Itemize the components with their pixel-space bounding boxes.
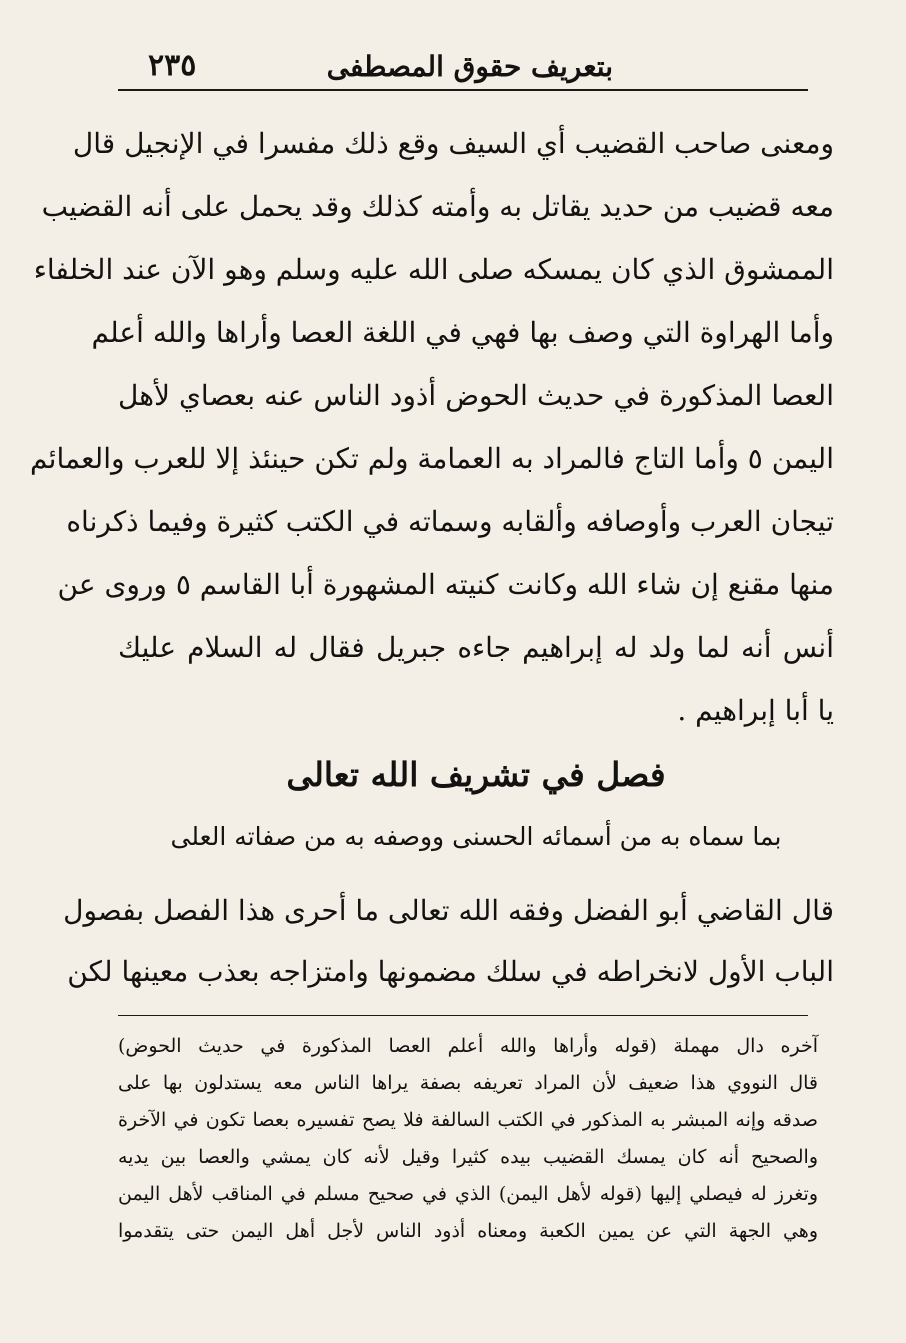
text-line: اليمن ٥ وأما التاج فالمراد به العمامة ولم تكن حينئذ إلا للعرب والعمائم [30, 442, 834, 475]
footnote-line: قال النووي هذا ضعيف لأن المراد تعريفه بصفة يراها الناس معه يستدلون بها على [118, 1072, 818, 1094]
text-line: معه قضيب من حديد يقاتل به وأمته كذلك وقد يحمل على أنه القضيب [41, 190, 834, 223]
footnote-line: والصحيح أنه كان يمسك القضيب بيده كثيرا وقيل لأنه كان يمشي والعصا بين يديه [118, 1146, 818, 1168]
page-number: ٢٣٥ [148, 48, 197, 83]
running-header [118, 46, 808, 88]
text-line: منها مقنع إن شاء الله وكانت كنيته المشهورة أبا القاسم ٥ وروى عن [57, 568, 834, 601]
footnote-line: وهي الجهة التي عن يمين الكعبة ومعناه أذود الناس لأجل أهل اليمن حتى يتقدموا [118, 1220, 818, 1242]
section-heading: فصل في تشريف الله تعالى [286, 755, 666, 794]
text-line: الممشوق الذي كان يمسكه صلى الله عليه وسلم وهو الآن عند الخلفاء [33, 253, 834, 286]
text-line: ومعنى صاحب القضيب أي السيف وقع ذلك مفسرا في الإنجيل قال [72, 127, 834, 160]
main-text [30, 112, 834, 742]
text-line: يا أبا إبراهيم . [677, 694, 834, 727]
footnotes [118, 1028, 818, 1250]
footnote-line: آخره دال مهملة (قوله وأراها والله أعلم العصا المذكورة في حديث الحوض) [118, 1035, 818, 1057]
footnote-line: صدقه وإنه المبشر به المذكور في الكتب السالفة فلا يصح تفسيره بعصا تكون في الآخرة [118, 1109, 818, 1131]
running-title: بتعريف حقوق المصطفى [326, 50, 613, 83]
text-line: وأما الهراوة التي وصف بها فهي في اللغة العصا وأراها والله أعلم [91, 316, 834, 349]
text-line: العصا المذكورة في حديث الحوض أذود الناس عنه بعصاي لأهل [118, 379, 834, 412]
footnote-line: وتغرز له فيصلي إليها (قوله لأهل اليمن) الذي في صحيح مسلم في المناقب لأهل اليمن [118, 1183, 818, 1205]
section-subheading: بما سماه به من أسمائه الحسنى ووصفه به من صفاته العلى [170, 822, 782, 851]
text-line: تيجان العرب وأوصافه وألقابه وسماته في الكتب كثيرة وفيما ذكرناه [66, 505, 834, 538]
text-line: قال القاضي أبو الفضل وفقه الله تعالى ما أحرى هذا الفصل بفصول [63, 894, 834, 927]
text-line: الباب الأول لانخراطه في سلك مضمونها وامتزاجه بعذب معينها لكن [67, 955, 834, 988]
header-rule [118, 89, 808, 91]
text-line: أنس أنه لما ولد له إبراهيم جاءه جبريل فقال له السلام عليك [118, 631, 834, 664]
section-text [63, 880, 834, 1002]
footnote-rule [118, 1015, 808, 1016]
